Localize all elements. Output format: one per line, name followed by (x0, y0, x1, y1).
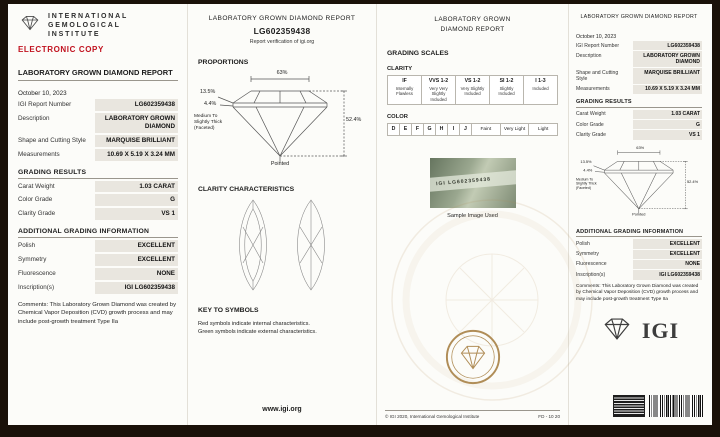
color-range-cell: Faint (471, 123, 501, 136)
igi-logo-text: IGI (641, 318, 680, 344)
field-value: VS 1 (95, 208, 178, 220)
field-row (576, 260, 702, 269)
comments-text: Comments: This Laboratory Grown Diamond was created by Chemical Vapor Deposition (CVD) growth process and may include post-growth treatment Type IIa (576, 283, 699, 303)
field-value: EXCELLENT (633, 239, 702, 248)
field-row (18, 135, 178, 147)
comments-text: Comments: This Laboratory Grown Diamond was created by Chemical Vapor Deposition (CVD) growth process and may include post-growth treatment Type IIa (18, 301, 177, 325)
field-label: Description (18, 115, 50, 123)
field-value: IGI LG602359438 (633, 270, 702, 279)
field-row (18, 282, 178, 294)
clarity-plot-diagrams (216, 197, 348, 293)
clarity-grade: VS 1-2 (464, 78, 481, 85)
field-row (576, 41, 702, 50)
girdle-percentage: 4.4% (583, 168, 593, 173)
table-percentage: 63% (276, 70, 288, 76)
field-row (18, 99, 178, 111)
copyright-text: © IGI 2020, International Gemological Institute (385, 414, 480, 419)
color-scale (387, 123, 558, 136)
field-row (576, 110, 702, 119)
field-row (576, 120, 702, 129)
field-value: NONE (95, 268, 178, 280)
field-row (576, 239, 702, 248)
field-value: IGI LG602359438 (95, 282, 178, 294)
color-letter-cell: J (459, 123, 472, 136)
field-label: Color Grade (18, 196, 53, 204)
proportions-diagram-small-wrap (576, 146, 706, 224)
field-value: LABORATORY GROWN DIAMOND (633, 51, 702, 67)
table-percentage: 63% (636, 145, 645, 151)
color-letter-cell: D (387, 123, 400, 136)
field-label: Color Grade (576, 121, 604, 128)
panel3-title-line2: DIAMOND REPORT (440, 25, 505, 33)
field-label: Polish (18, 242, 36, 250)
field-label: IGI Report Number (18, 101, 72, 109)
clarity-grade-cell (421, 75, 456, 104)
field-value: 1.03 CARAT (633, 110, 702, 119)
field-row (18, 208, 178, 220)
key-red-line: Red symbols indicate internal characteristics. (198, 321, 310, 327)
clarity-grade-cell (455, 75, 490, 104)
color-range-cell: Very Light (500, 123, 530, 136)
field-value: LABORATORY GROWN DIAMOND (95, 113, 178, 133)
field-row (576, 130, 702, 139)
igi-gold-seal (444, 328, 502, 391)
field-value: 1.03 CARAT (95, 181, 178, 193)
field-value: LG602359438 (95, 99, 178, 111)
electronic-copy-label: ELECTRONIC COPY (18, 45, 104, 55)
institute-name (48, 12, 128, 39)
field-row (576, 68, 702, 84)
field-label: Inscription(s) (18, 283, 55, 291)
field-value: G (95, 194, 178, 206)
panel-summary (569, 4, 709, 425)
panel4-title: LABORATORY GROWN DIAMOND REPORT (580, 14, 698, 20)
laser-inscription-text: IGI LG602359438 (435, 176, 491, 187)
color-scale-label: COLOR (387, 113, 408, 120)
field-value: NONE (633, 260, 702, 269)
panel-grading-scales (377, 4, 569, 425)
color-letter-cell: F (411, 123, 424, 136)
clarity-grade: I 1-3 (535, 78, 546, 85)
report-date: October 10, 2023 (576, 34, 617, 40)
code-block (613, 395, 703, 417)
clarity-grade-cell (489, 75, 524, 104)
field-value: VS 1 (633, 130, 702, 139)
panel3-title-line1: LABORATORY GROWN (434, 16, 511, 23)
clarity-desc: Included (532, 86, 549, 92)
clarity-characteristics-heading: CLARITY CHARACTERISTICS (198, 186, 295, 193)
igi-diamond-logo-icon (18, 14, 42, 37)
clarity-scale-label: CLARITY (387, 66, 413, 73)
field-label: Shape and Cutting Style (18, 136, 86, 144)
field-value: EXCELLENT (633, 250, 702, 259)
field-value: EXCELLENT (95, 240, 178, 252)
field-label: Carat Weight (18, 182, 55, 190)
field-row (576, 270, 702, 279)
field-row (18, 149, 178, 161)
clarity-desc: Internally Flawless (395, 86, 414, 97)
field-value: G (633, 120, 702, 129)
clarity-grade: SI 1-2 (499, 78, 514, 85)
clarity-desc: Very Slightly Included (460, 86, 485, 97)
igi-website-text: www.igi.org (262, 406, 302, 413)
field-row (18, 181, 178, 193)
field-label: Measurements (18, 150, 60, 158)
igi-brand (18, 12, 178, 39)
barcode (649, 395, 703, 417)
field-label: Symmetry (18, 256, 47, 264)
field-label: Carat Weight (576, 111, 606, 118)
clarity-grade-cell (387, 75, 422, 104)
grading-results-heading: GRADING RESULTS (576, 99, 702, 108)
micro-text-block (613, 395, 645, 417)
field-row (18, 113, 178, 133)
girdle-description: Medium To Slightly Thick (Faceted) (576, 177, 597, 191)
field-value: 10.69 X 5.19 X 3.24 MM (95, 149, 178, 161)
field-row (18, 268, 178, 280)
field-label: Fluorescence (576, 261, 607, 268)
report-date: October 10, 2023 (18, 90, 67, 98)
field-label: Measurements (576, 86, 610, 93)
field-label: Symmetry (576, 251, 599, 258)
panel2-report-number: LG602359438 (253, 26, 311, 36)
sample-image-caption: Sample Image Used (447, 212, 498, 219)
color-letter-cell: I (447, 123, 460, 136)
color-letter-cell: E (399, 123, 412, 136)
clarity-desc: Very Very Slightly Included (429, 86, 448, 102)
field-label: Shape and Cutting Style (576, 69, 619, 82)
culet-description: Pointed (270, 161, 290, 167)
igi-diamond-logo-icon (599, 316, 635, 347)
institute-line-3: INSTITUTE (48, 31, 101, 39)
field-row (18, 240, 178, 252)
clarity-desc: Slightly Included (498, 86, 515, 97)
color-range-cell: Light (528, 123, 558, 136)
grading-results-heading: GRADING RESULTS (18, 169, 178, 179)
igi-logo-large (576, 316, 702, 347)
proportions-heading: PROPORTIONS (198, 59, 249, 66)
key-to-symbols-text (198, 320, 366, 337)
panel3-footer (385, 410, 560, 419)
certificate (8, 4, 712, 425)
field-label: Description (576, 52, 602, 59)
field-row (576, 250, 702, 259)
grading-scales-heading: GRADING SCALES (387, 50, 449, 58)
panel2-title: LABORATORY GROWN DIAMOND REPORT (208, 15, 356, 22)
field-label: Clarity Grade (18, 210, 56, 218)
key-to-symbols-heading: KEY TO SYMBOLS (198, 307, 259, 314)
field-label: IGI Report Number (576, 42, 620, 49)
girdle-percentage: 4.4% (204, 101, 217, 107)
proportions-diagram-small (576, 146, 704, 220)
clarity-scale (387, 75, 558, 104)
report-title: LABORATORY GROWN DIAMOND REPORT (18, 68, 178, 81)
field-row (576, 85, 702, 94)
additional-info-heading: ADDITIONAL GRADING INFORMATION (576, 229, 702, 238)
field-value: LG602359438 (633, 41, 702, 50)
panel3-header (387, 15, 558, 34)
field-value: EXCELLENT (95, 254, 178, 266)
field-value: MARQUISE BRILLIANT (95, 135, 178, 147)
field-label: Inscription(s) (576, 271, 606, 278)
field-label: Polish (576, 240, 590, 247)
clarity-grade: VVS 1-2 (428, 78, 449, 85)
field-value: 10.69 X 5.19 X 3.24 MM (633, 85, 702, 94)
institute-line-1: INTERNATIONAL (48, 13, 129, 20)
crown-percentage: 13.5% (200, 89, 216, 95)
key-green-line: Green symbols indicate external characteristics. (198, 329, 317, 336)
field-row (18, 194, 178, 206)
field-value: MARQUISE BRILLIANT (633, 68, 702, 84)
field-label: Clarity Grade (576, 131, 607, 138)
proportions-diagram (194, 70, 370, 172)
panel-proportions (188, 4, 377, 425)
field-label: Fluorescence (18, 269, 56, 277)
culet-description: Pointed (632, 212, 646, 217)
panel2-header (194, 15, 370, 45)
color-letter-cell: H (435, 123, 448, 136)
form-code: FD - 10 20 (538, 414, 560, 419)
field-row (18, 254, 178, 266)
crown-percentage: 13.5% (580, 159, 592, 164)
depth-percentage: 52.4% (686, 180, 699, 185)
depth-percentage: 52.4% (346, 117, 362, 123)
panel2-verification-note: Report verification of igi.org (249, 39, 315, 45)
institute-line-2: GEMOLOGICAL (48, 22, 121, 30)
additional-info-heading: ADDITIONAL GRADING INFORMATION (18, 228, 178, 238)
laser-inscription-band (430, 170, 516, 192)
panel-front (8, 4, 188, 425)
color-letter-cell: G (423, 123, 436, 136)
clarity-grade-cell (523, 75, 558, 104)
sample-photo (430, 158, 516, 208)
field-row (576, 51, 702, 67)
girdle-description: Medium To Slightly Thick (Faceted) (194, 114, 223, 131)
clarity-grade: IF (402, 78, 407, 85)
